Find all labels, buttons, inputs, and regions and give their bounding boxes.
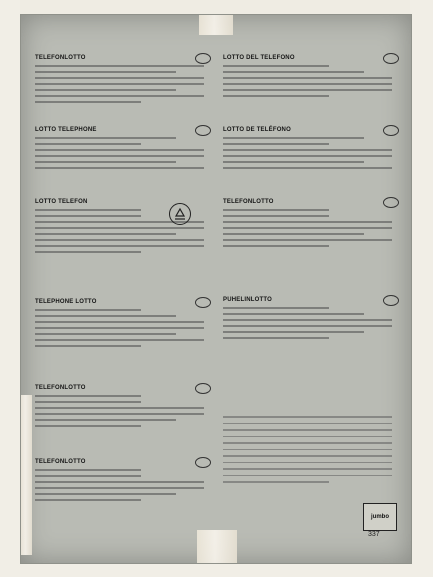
text-line: [223, 227, 392, 229]
text-line: [223, 221, 392, 223]
text-line: [35, 407, 204, 409]
recycle-icon: [167, 201, 193, 227]
section-title: TELEFONLOTTO: [35, 55, 86, 61]
section-title: TELEFONLOTTO: [223, 199, 274, 205]
fine-print-line: [223, 468, 392, 470]
text-line: [35, 499, 141, 501]
background-left: [0, 0, 20, 577]
language-badge: [383, 295, 399, 306]
language-badge: [195, 383, 211, 394]
text-line: [35, 239, 204, 241]
language-badge: [383, 197, 399, 208]
fine-print-block: [223, 411, 399, 483]
text-line: [35, 493, 176, 495]
product-code: 337: [368, 531, 380, 538]
text-line: [223, 149, 392, 151]
text-line: [35, 161, 176, 163]
tape-top: [199, 14, 233, 35]
text-line: [223, 83, 392, 85]
text-line: [35, 149, 204, 151]
section-title: TELEFONLOTTO: [35, 385, 86, 391]
text-line: [223, 313, 364, 315]
fine-print-line: [223, 442, 392, 444]
text-line: [223, 337, 329, 339]
text-line: [35, 487, 204, 489]
text-line: [35, 137, 176, 139]
text-line: [223, 245, 329, 247]
text-line: [35, 227, 204, 229]
left-column: [35, 55, 211, 529]
text-line: [223, 167, 392, 169]
language-badge: [383, 125, 399, 136]
text-line: [223, 143, 329, 145]
text-line: [35, 167, 204, 169]
section-title: TELEFONLOTTO: [35, 459, 86, 465]
text-line: [223, 89, 392, 91]
language-badge: [195, 125, 211, 136]
text-line: [35, 481, 204, 483]
text-line: [35, 209, 141, 211]
fine-print-line: [223, 481, 329, 483]
fine-print-line: [223, 475, 392, 477]
language-badge: [195, 53, 211, 64]
text-line: [35, 425, 141, 427]
text-line: [35, 321, 204, 323]
text-line: [35, 95, 204, 97]
fine-print-line: [223, 416, 392, 418]
text-line: [223, 161, 364, 163]
section-puhelinlotto: [223, 297, 399, 387]
text-line: [35, 89, 176, 91]
section-telephone-lotto: [35, 299, 211, 385]
text-line: [35, 251, 141, 253]
text-line: [35, 401, 141, 403]
text-line: [35, 345, 141, 347]
text-line: [35, 215, 141, 217]
section-title: PUHELINLOTTO: [223, 297, 272, 303]
text-line: [35, 395, 141, 397]
text-line: [223, 65, 329, 67]
text-line: [223, 331, 364, 333]
text-line: [35, 155, 204, 157]
text-line: [223, 307, 329, 309]
section-lotto-de-telefono: [223, 127, 399, 199]
text-line: [35, 327, 204, 329]
fine-print-line: [223, 462, 392, 464]
section-telefonlotto-da: [35, 459, 211, 529]
text-line: [35, 413, 204, 415]
section-title: LOTTO DE TELÉFONO: [223, 127, 291, 133]
section-telefonlotto-sv: [35, 385, 211, 459]
text-line: [223, 209, 329, 211]
fine-print-line: [223, 423, 392, 425]
text-line: [35, 71, 176, 73]
text-line: [35, 315, 176, 317]
text-line: [223, 325, 392, 327]
section-telefonlotto-no: [223, 199, 399, 297]
fine-print-line: [223, 455, 392, 457]
fine-print-line: [223, 436, 392, 438]
box-back-panel: [20, 14, 412, 564]
background-right: [410, 0, 433, 577]
text-line: [35, 101, 141, 103]
fine-print-line: [223, 449, 392, 451]
text-line: [35, 333, 176, 335]
text-line: [35, 419, 176, 421]
text-line: [223, 71, 364, 73]
section-telefonlotto-nl: [35, 55, 211, 127]
jumbo-logo: [363, 503, 397, 531]
section-title: LOTTO TELEFON: [35, 199, 88, 205]
text-line: [223, 239, 392, 241]
text-line: [35, 475, 141, 477]
text-line: [35, 65, 204, 67]
section-lotto-del-telefono: [223, 55, 399, 127]
background-top: [0, 0, 433, 14]
section-title: TELEPHONE LOTTO: [35, 299, 97, 305]
text-line: [223, 233, 364, 235]
text-line: [223, 95, 329, 97]
language-badge: [195, 297, 211, 308]
text-line: [35, 233, 176, 235]
right-column: [223, 55, 399, 387]
text-line: [223, 155, 392, 157]
section-title: LOTTO DEL TELEFONO: [223, 55, 295, 61]
text-line: [223, 137, 364, 139]
text-line: [35, 245, 204, 247]
text-line: [223, 77, 392, 79]
jumbo-logo-text: jumbo: [371, 514, 389, 520]
text-line: [35, 77, 204, 79]
section-title: LOTTO TELEPHONE: [35, 127, 97, 133]
text-line: [35, 143, 141, 145]
text-line: [223, 319, 392, 321]
text-line: [35, 83, 204, 85]
tape-left: [20, 395, 32, 555]
text-line: [35, 469, 141, 471]
text-line: [35, 339, 204, 341]
text-line: [223, 215, 329, 217]
language-badge: [195, 457, 211, 468]
language-badge: [383, 53, 399, 64]
tape-bottom: [197, 530, 237, 564]
fine-print-line: [223, 429, 392, 431]
text-line: [35, 309, 141, 311]
section-lotto-telephone: [35, 127, 211, 199]
